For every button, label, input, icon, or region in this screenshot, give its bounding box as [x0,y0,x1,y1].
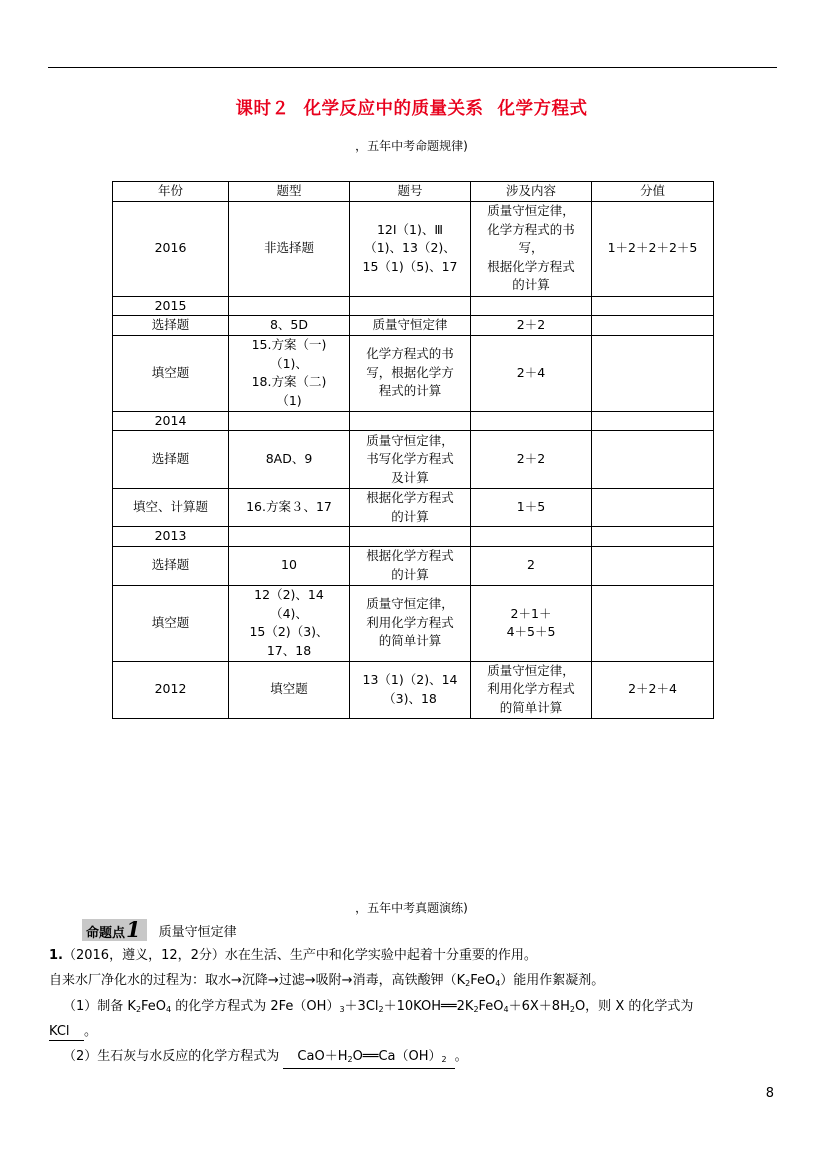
cell-line: 根据化学方程式 [366,548,454,563]
cell-type: 选择题 [113,431,229,489]
cell-score [471,585,592,661]
subscript: 3 [339,1005,345,1014]
table-row [113,316,714,336]
cell-type: 填空、计算题 [113,489,229,527]
page-number: 8 [765,1086,774,1101]
text-run: （1）制备 K [63,999,136,1014]
exam-rules-table [112,181,714,719]
cell-type: 填空题 [113,335,229,411]
question-1-stem [49,946,537,966]
cell-line: 12（2)、14 [254,587,324,602]
cell-empty [592,316,714,336]
table-row [113,585,714,661]
subscript: 2 [347,1055,353,1064]
cell-line: 书写化学方程式 [366,451,454,467]
question-1-part-1-answer [49,1022,97,1042]
cell-line: 根据化学方程式 [487,258,575,274]
cell-empty [350,527,471,547]
subscript: 4 [166,1005,172,1014]
cell-content [471,201,592,296]
title-topic-1: 化学反应中的质量关系 [303,99,484,119]
cell-empty [592,296,714,316]
cell-empty [592,585,714,661]
cell-number: 10 [229,546,350,585]
cell-empty [229,411,350,431]
cell-number: 8、5D [229,316,350,336]
cell-empty [592,527,714,547]
cell-line: 的计算 [391,566,429,582]
cell-line: 15.方案（一) [251,337,327,352]
cell-empty [592,431,714,489]
question-1-context [49,971,604,994]
subscript: 2 [441,1055,447,1064]
cell-line: 程式的计算 [378,383,442,399]
rules-heading: ，五年中考命题规律) [355,139,468,153]
cell-line: 4＋5＋5 [506,624,556,639]
cell-number [350,661,471,718]
cell-empty [592,335,714,411]
cell-line: 及计算 [391,469,429,485]
cell-score: 2＋2 [471,431,592,489]
cell-empty [471,411,592,431]
header-year: 年份 [113,182,229,202]
cell-line: （4)、 [270,605,308,621]
header-number: 题号 [350,182,471,202]
cell-year: 2013 [113,527,229,547]
table-row [113,296,714,316]
answer-blank: KCl [49,1023,84,1041]
cell-content [350,489,471,527]
cell-line: （1) [276,392,302,408]
cell-line: 利用化学方程式 [366,614,454,630]
text-run: （2）生石灰与水反应的化学方程式为 [63,1049,280,1064]
cell-empty [350,296,471,316]
cell-empty [350,411,471,431]
cell-score: 2＋4 [471,335,592,411]
subscript: 2 [135,1005,142,1014]
question-text: （2016，遵义，12，2分）水在生活、生产中和化学实验中起着十分重要的作用。 [62,948,537,963]
cell-line: 质量守恒定律， [366,432,454,448]
text-run: FeO [141,999,167,1014]
subscript: 2 [473,1005,479,1014]
text-run: ＋3Cl [344,999,379,1014]
cell-score: 2＋2＋4 [592,661,714,718]
cell-score: 1＋5 [471,489,592,527]
cell-line: 的简单计算 [378,633,442,649]
cell-line: 的计算 [391,508,429,524]
cell-empty [592,546,714,585]
cell-line: （3)、18 [383,690,437,706]
cell-content [350,546,471,585]
cell-line: 17、18 [266,642,312,658]
subscript: 2 [465,979,471,988]
cell-content [350,335,471,411]
cell-line: 18.方案（二) [251,374,327,389]
cell-line: 写， [518,240,544,256]
cell-type: 填空题 [113,585,229,661]
subscript: 2 [378,1005,384,1014]
text-run: 。 [454,1049,468,1064]
cell-content [350,585,471,661]
title-topic-2: 化学方程式 [497,99,588,119]
table-row [113,546,714,585]
table-row [113,527,714,547]
cell-line: 的简单计算 [499,699,563,715]
page-title [0,95,823,120]
exam-heading: ，五年中考真题演练) [355,901,468,915]
cell-line: 根据化学方程式 [366,490,454,505]
cell-type: 非选择题 [229,201,350,296]
subscript: 2 [569,1005,575,1014]
cell-line: 化学方程式的书 [366,346,454,362]
cell-line: （1)、 [270,355,308,371]
text-run: 。 [84,1024,98,1039]
cell-type: 填空题 [229,661,350,718]
cell-line: 13（1)（2)、14 [362,672,458,687]
cell-line: 15（1)（5)、17 [362,258,458,274]
cell-line: 质量守恒定律， [366,596,454,612]
text-run: FeO [470,973,496,988]
question-1-part-2 [63,1047,468,1069]
cell-content [471,661,592,718]
cell-line: 质量守恒定律， [487,203,575,219]
text-run: CaO＋H [297,1049,348,1064]
cell-line: 2＋1＋ [510,605,552,621]
cell-line: 12Ⅰ（1)、Ⅲ [376,221,444,237]
cell-number [229,335,350,411]
table-row [113,201,714,296]
lesson-label: 课时２ [235,99,290,119]
cell-empty [229,296,350,316]
cell-empty [592,411,714,431]
cell-score: 2＋2 [471,316,592,336]
cell-year: 2016 [113,201,229,296]
text-run: 自来水厂净化水的过程为：取水→沉降→过滤→吸附→消毒，高铁酸钾（K [49,973,466,988]
cell-content [350,431,471,489]
table-row [113,335,714,411]
answer-blank [283,1048,454,1069]
cell-line: 利用化学方程式 [487,681,575,697]
cell-line: 质量守恒定律， [487,662,575,678]
cell-number [229,585,350,661]
cell-line: 15（2)（3)、 [249,624,329,639]
question-1-part-1 [63,997,693,1020]
cell-type: 选择题 [113,546,229,585]
cell-year: 2012 [113,661,229,718]
cell-number [350,201,471,296]
cell-number: 16.方案３、17 [229,489,350,527]
text-run: 的化学方程式为 2Fe（OH） [175,999,340,1014]
cell-line: 写，根据化学方 [366,364,454,380]
cell-line: 化学方程式的书 [487,221,575,237]
cell-empty [471,296,592,316]
header-content: 涉及内容 [471,182,592,202]
cell-year: 2014 [113,411,229,431]
cell-line: （1)、13（2)、 [364,240,456,256]
text-run: FeO [478,999,504,1014]
text-run: ）能用作絮凝剂。 [500,973,605,988]
table-row [113,489,714,527]
table-row [113,431,714,489]
header-score: 分值 [592,182,714,202]
text-run: ＋10KOH══2K [383,999,474,1014]
cell-content: 质量守恒定律 [350,316,471,336]
header-type: 题型 [229,182,350,202]
cell-score: 1＋2＋2＋2＋5 [592,201,714,296]
header-rule [48,67,777,68]
badge-label: 命题点 [86,926,126,941]
text-run: O，则 X 的化学式为 [574,999,694,1014]
text-run: ＋6X＋8H [508,999,570,1014]
cell-empty [592,489,714,527]
question-number: 1. [49,948,63,963]
cell-score: 2 [471,546,592,585]
section-title: 质量守恒定律 [158,924,237,940]
table-header-row [113,182,714,202]
cell-empty [471,527,592,547]
table-row [113,411,714,431]
cell-year: 2015 [113,296,229,316]
section-heading [82,919,237,941]
cell-line: 的计算 [512,277,550,293]
subscript: 4 [503,1005,509,1014]
badge-number: 1 [126,917,141,942]
text-run: O══Ca（OH） [352,1049,442,1064]
table-row [113,661,714,718]
cell-number: 8AD、9 [229,431,350,489]
section-badge [82,919,147,941]
cell-empty [229,527,350,547]
subscript: 4 [495,979,501,988]
cell-type: 选择题 [113,316,229,336]
